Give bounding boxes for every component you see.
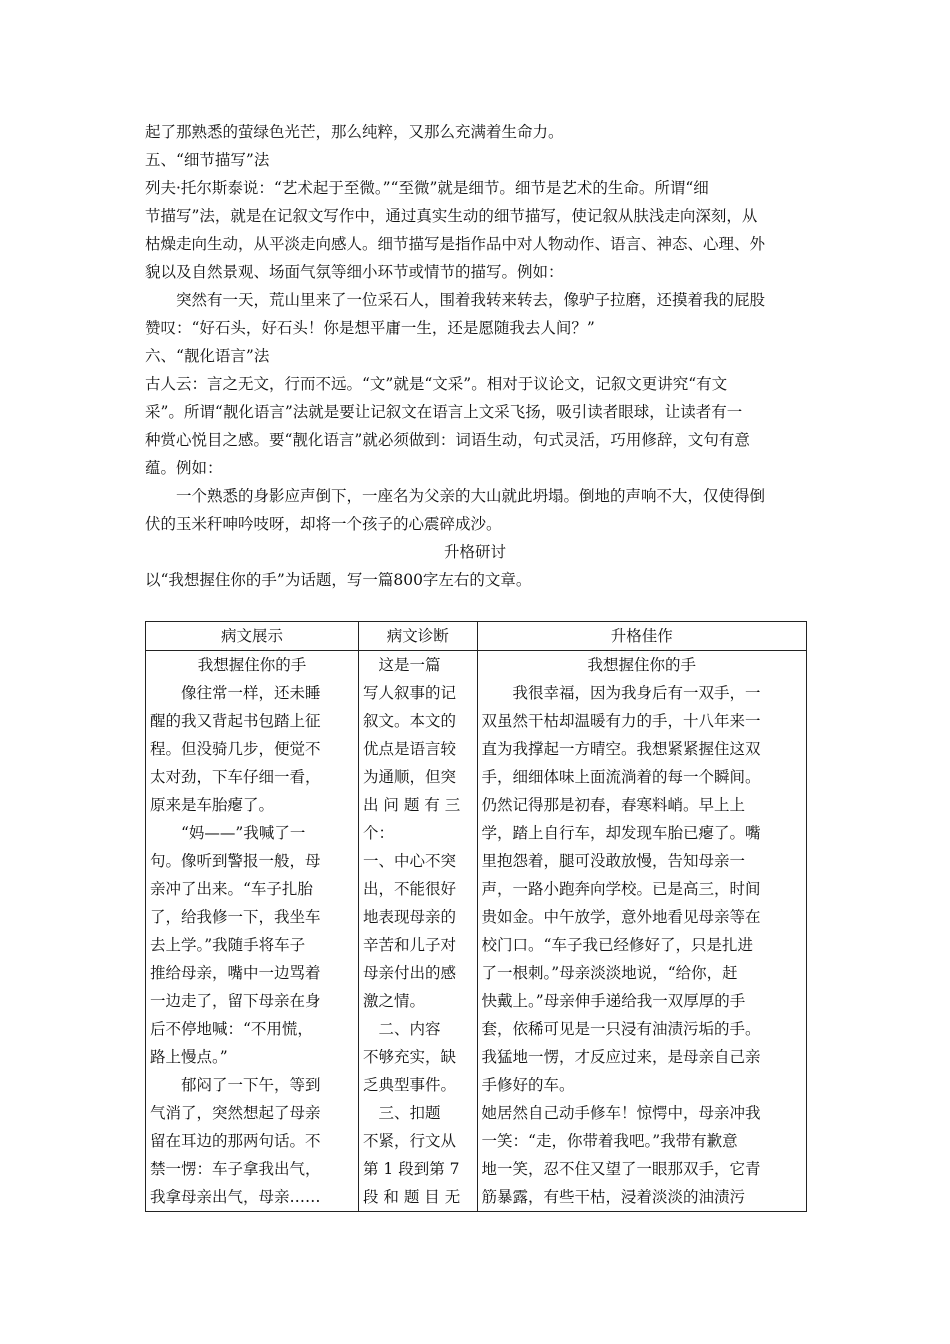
text-line: 地表现母亲的 [362,908,456,926]
text-line: 激之情。 [362,992,425,1010]
text-line: 套，依稀可见是一只浸有油渍污垢的手。 [481,1020,761,1038]
text-line: 双虽然干枯却温暖有力的手，十八年来一 [481,712,761,730]
text-line: 赞叹：“好石头，好石头！你是想平庸一生，还是愿随我去人间？” [145,319,595,337]
text-line: 出 问 题 有 三 [362,796,461,814]
text-line: 仍然记得那是初春，春寒料峭。早上上 [481,796,746,814]
text-line: 列夫·托尔斯泰说：“艺术起于至微。”“至微”就是细节。细节是艺术的生命。所谓“细 [145,179,709,197]
text-line: 程。但没骑几步，便觉不 [150,740,321,758]
text-line: 醒的我又背起书包踏上征 [150,712,321,730]
text-line: 像往常一样，还未睡 [150,684,321,702]
text-line: 三、扣题 [362,1104,441,1122]
essay-title: 我想握住你的手 [197,656,307,674]
text-line: 个： [362,824,394,842]
text-line: 貌以及自然景观、场面气氛等细小环节或情节的描写。例如： [145,263,564,281]
section-5-heading: 五、“细节描写”法 [145,151,270,169]
text-line: 写人叙事的记 [362,684,456,702]
text-line: 母亲付出的感 [362,964,456,982]
comparison-table [145,621,807,1212]
text-line: 节描写”法，就是在记叙文写作中，通过真实生动的细节描写，使记叙从肤浅走向深刻，从 [145,207,758,225]
text-line: 郁闷了一下午，等到 [150,1076,321,1094]
text-line: 一笑：“走，你带着我吧。”我带有歉意 [481,1132,738,1150]
section-5-body [145,174,815,286]
text-line: 留在耳边的那两句话。不 [150,1132,321,1150]
text-line: 一、中心不突 [362,852,456,870]
text-line: 叙文。本文的 [362,712,456,730]
text-line: 里抱怨着，腿可没敢放慢，告知母亲一 [481,852,746,870]
text-line: 了，给我修一下，我坐车 [150,908,321,926]
text-line: 枯燥走向生动，从平淡走向感人。细节描写是指作品中对人物动作、语言、神态、心理、外 [145,235,766,253]
text-line: 贵如金。中午放学，意外地看见母亲等在 [481,908,761,926]
text-line: 筋暴露，有些干枯，浸着淡淡的油渍污 [481,1188,746,1206]
text-line: 手修好的车。 [481,1076,575,1094]
text-line: 原来是车胎瘪了。 [150,796,275,814]
header-cell: 病文诊断 [358,622,477,651]
table-header-row [146,622,807,651]
text-line: 蕴。例如： [145,459,223,477]
text-line: 一个熟悉的身影应声倒下，一座名为父亲的大山就此坍塌。倒地的声响不大，仅使得倒 [145,487,766,505]
improved-essay-cell [477,651,806,1212]
text-line: 不紧，行文从 [362,1132,456,1150]
text-line: 亲冲了出来。“车子扎胎 [150,880,313,898]
text-line: 声，一路小跑奔向学校。已是高三，时间 [481,880,761,898]
text-line: 句。像听到警报一般，母 [150,852,321,870]
text-line: 伏的玉米秆呻吟吱呀，却将一个孩子的心震碎成沙。 [145,515,502,533]
essay-title: 我想握住你的手 [587,656,697,674]
text-line: 段 和 题 目 无 [362,1188,461,1206]
header-cell: 升格佳作 [477,622,806,651]
text-line: 我很幸福，因为我身后有一双手，一 [481,684,761,702]
text-line: “妈——”我喊了一 [150,824,306,842]
text-line: 我拿母亲出气，母亲…… [150,1188,321,1206]
intro-paragraph [145,118,815,146]
text-line: 直为我撑起一方晴空。我想紧紧握住这双 [481,740,761,758]
diagnosis-cell [358,651,477,1212]
text-line: 推给母亲，嘴中一边骂着 [150,964,321,982]
text-line: 辛苦和儿子对 [362,936,456,954]
text-line: 起了那熟悉的萤绿色光芒，那么纯粹，又那么充满着生命力。 [145,123,564,141]
header-cell: 病文展示 [146,622,359,651]
text-line: 这是一篇 [362,656,441,674]
text-line: 一边走了，留下母亲在身 [150,992,321,1010]
text-line: 乏典型事件。 [362,1076,456,1094]
text-line: 校门口。“车子我已经修好了，只是扎进 [481,936,753,954]
text-line: 了一根刺。”母亲淡淡地说，“给你，赶 [481,964,738,982]
text-line: 为通顺，但突 [362,768,456,786]
research-prompt: 以“我想握住你的手”为话题，写一篇800字左右的文章。 [145,571,532,589]
text-line: 二、内容 [362,1020,441,1038]
text-line: 太对劲，下车仔细一看， [150,768,321,786]
text-line: 出，不能很好 [362,880,456,898]
text-line: 古人云：言之无文，行而不远。“文”就是“文采”。相对于议论文，记叙文更讲究“有文 [145,375,728,393]
text-line: 不够充实，缺 [362,1048,456,1066]
text-line: 去上学。”我随手将车子 [150,936,306,954]
table-row [146,651,807,1212]
text-line: 手，细细体味上面流淌着的每一个瞬间。 [481,768,761,786]
text-line: 采”。所谓“靓化语言”法就是要让记叙文在语言上文采飞扬，吸引读者眼球，让读者有一 [145,403,743,421]
flawed-essay-cell [146,651,359,1212]
section-6-example [145,482,815,538]
text-line: 种赏心悦目之感。要“靓化语言”就必须做到：词语生动，句式灵活，巧用修辞，文句有意 [145,431,750,449]
text-line: 路上慢点。” [150,1048,228,1066]
research-title: 升格研讨 [443,543,506,561]
text-line: 优点是语言较 [362,740,456,758]
text-line: 学，踏上自行车，却发现车胎已瘪了。嘴 [481,824,761,842]
text-line: 突然有一天，荒山里来了一位采石人，围着我转来转去，像驴子拉磨，还摸着我的屁股 [145,291,766,309]
text-line: 她居然自己动手修车！惊愕中，母亲冲我 [481,1104,761,1122]
text-line: 气消了，突然想起了母亲 [150,1104,321,1122]
section-5-example [145,286,815,342]
section-6-heading: 六、“靓化语言”法 [145,347,270,365]
section-6-body [145,370,815,482]
text-line: 快戴上。”母亲伸手递给我一双厚厚的手 [481,992,746,1010]
text-line: 地一笑，忍不住又望了一眼那双手，它青 [481,1160,761,1178]
text-line: 后不停地喊：“不用慌， [150,1020,313,1038]
text-line: 禁一愣：车子拿我出气， [150,1160,321,1178]
text-line: 我猛地一愣，才反应过来，是母亲自己亲 [481,1048,761,1066]
text-line: 第 1 段到第 7 [362,1160,460,1178]
